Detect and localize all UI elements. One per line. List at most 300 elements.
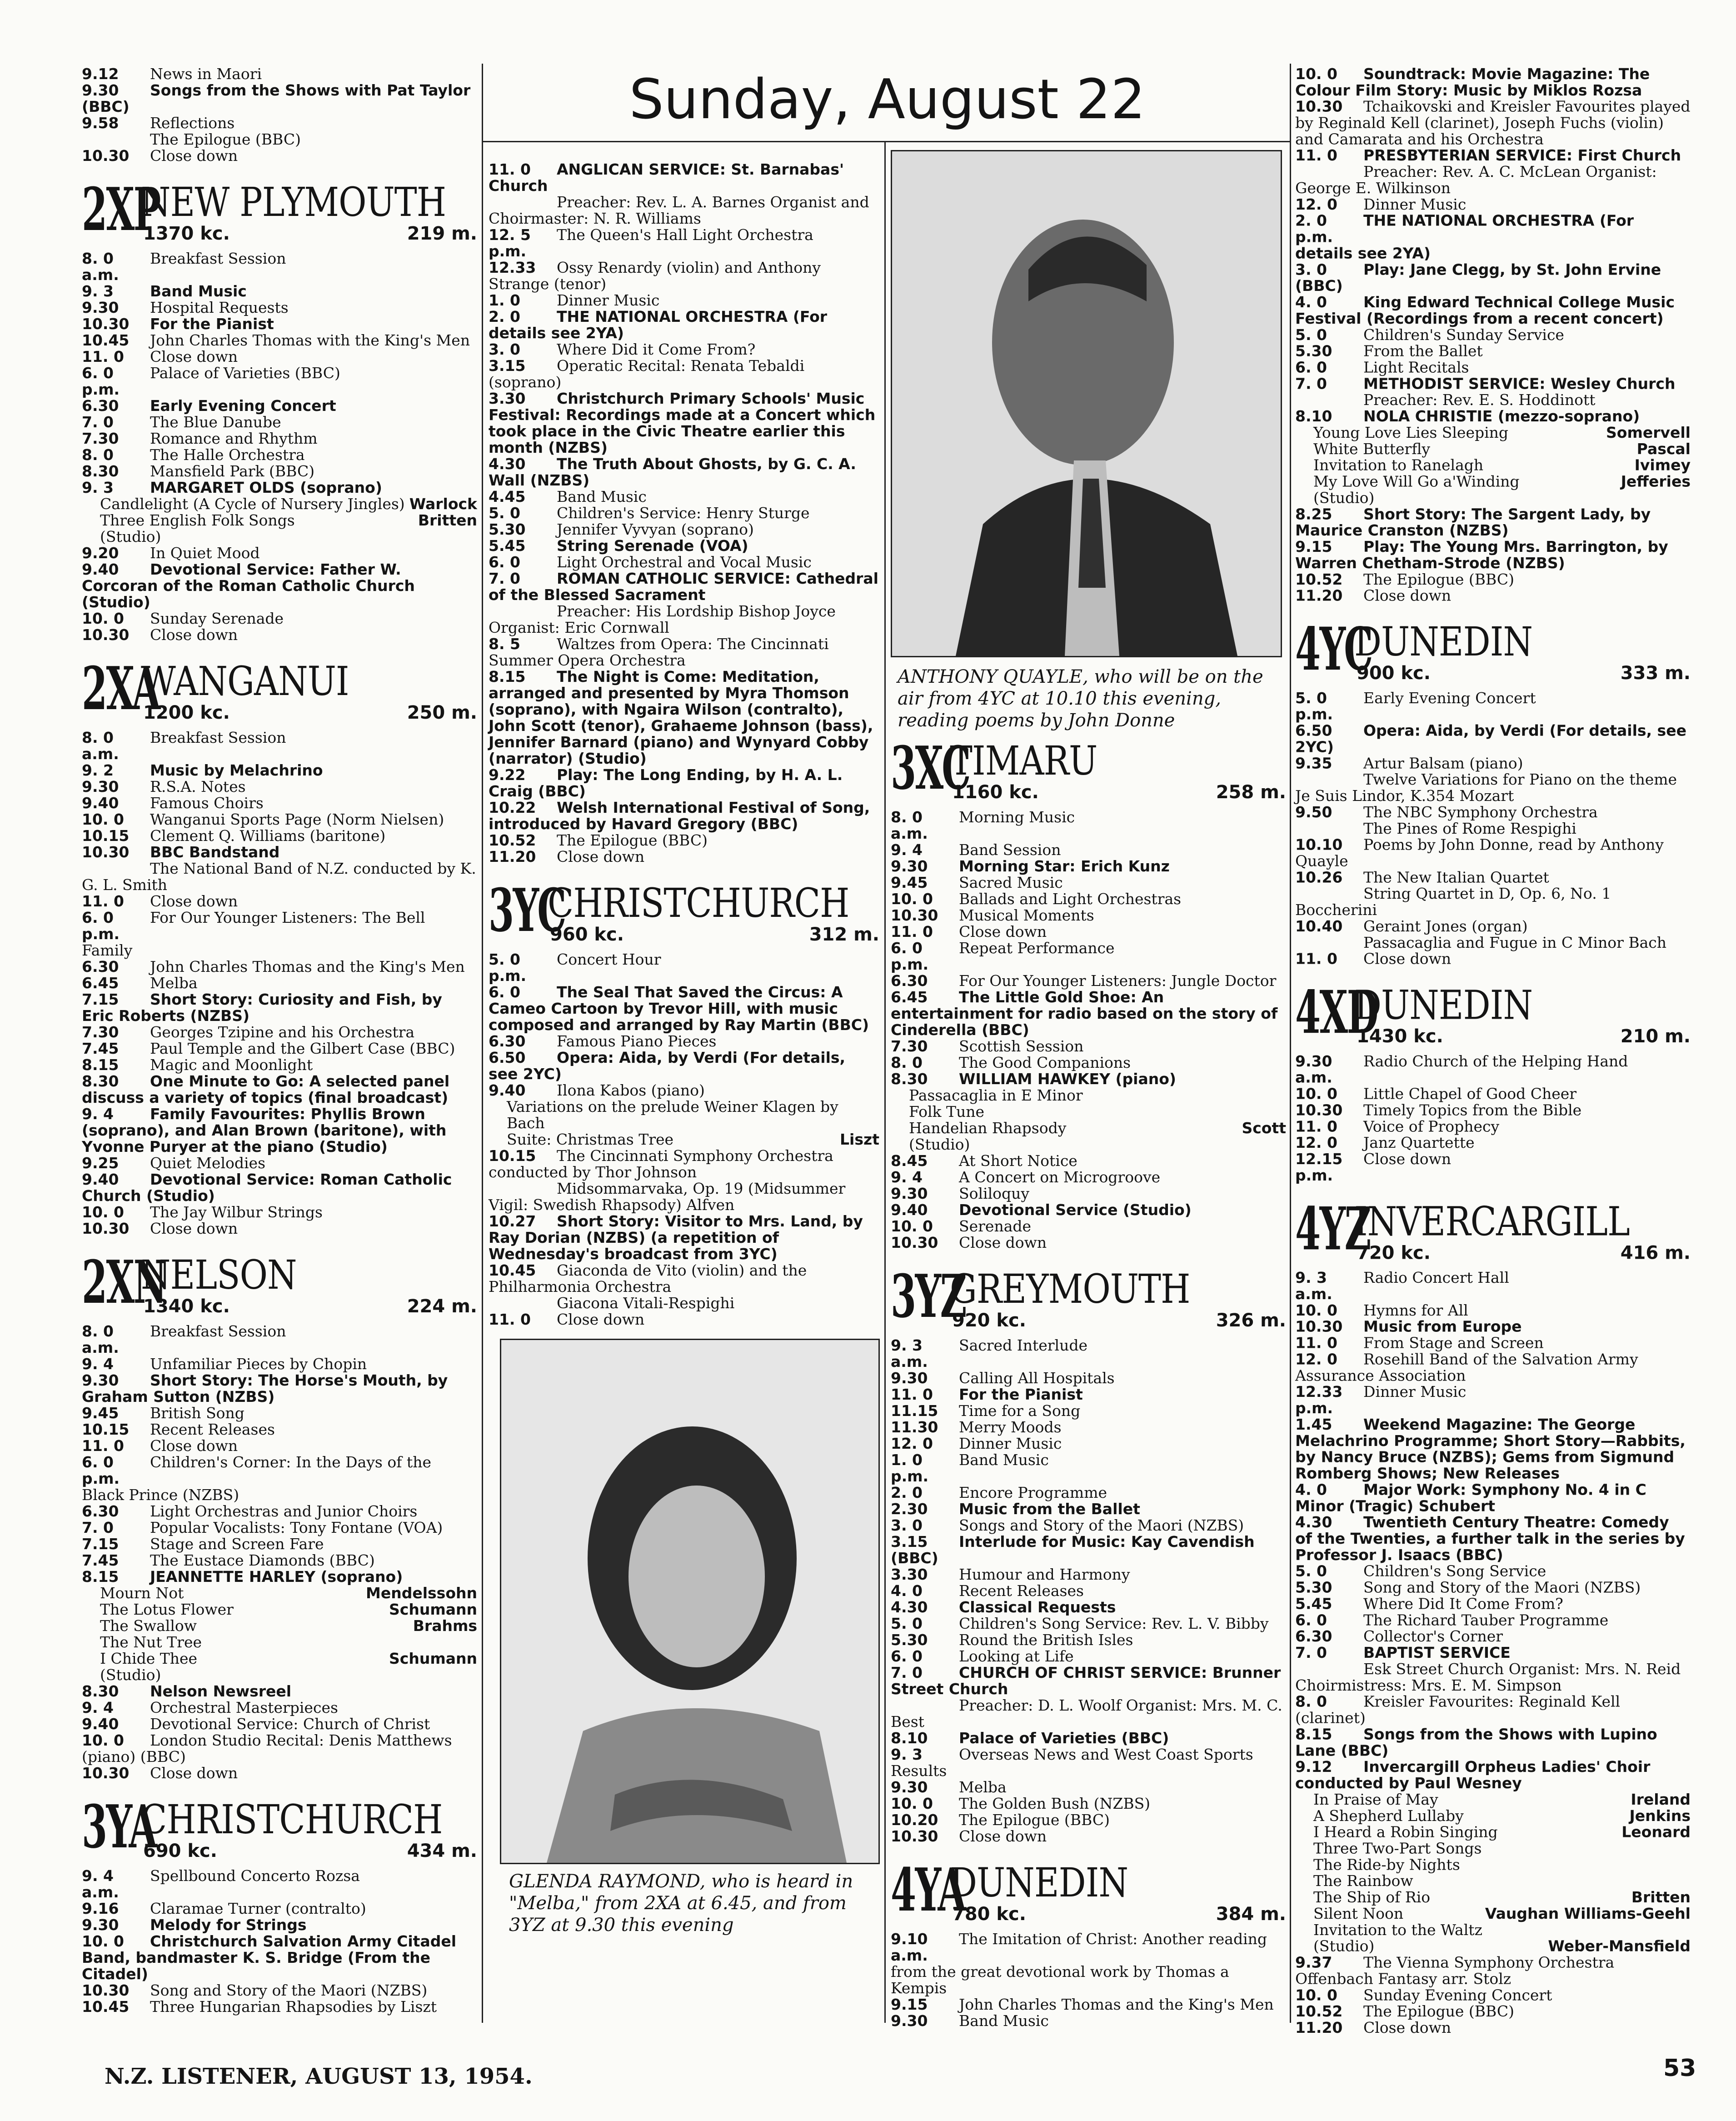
entry-title: Dinner Music: [557, 291, 660, 309]
schedule-entry: [82, 1868, 477, 1901]
schedule-entry: [82, 1204, 477, 1221]
entry-title: String Serenade (VOA): [557, 537, 748, 555]
work-item: [891, 1087, 1286, 1104]
schedule-entry: [489, 1295, 879, 1311]
work-title: The Lotus Flower: [100, 1601, 234, 1618]
schedule-entry: [1295, 327, 1691, 343]
entry-time: 10.15: [489, 1147, 536, 1165]
entry-time: 4.30: [1295, 1513, 1332, 1531]
entry-title: Music by Melachrino: [150, 761, 323, 779]
entry-title: Songs from the Shows with Pat Taylor (BBC): [82, 81, 471, 115]
schedule-entry: [82, 1520, 477, 1536]
entry-title: For Our Younger Listeners: Jungle Doctor: [959, 972, 1277, 990]
entry-title: Interlude for Music: Kay Cavendish (BBC): [891, 1533, 1255, 1567]
entry-time: 10. 0: [1295, 1301, 1337, 1319]
entry-time: 6.45: [82, 974, 119, 992]
schedule-entry: [82, 910, 477, 959]
schedule-entry: [891, 1812, 1286, 1828]
entry-time: 8. 0 a.m.: [891, 808, 928, 842]
schedule-entry: [489, 161, 879, 194]
entry-title: Close down: [150, 1437, 238, 1455]
entry-title: Where Did it Come From?: [557, 340, 756, 358]
entry-title: News in Maori: [150, 65, 262, 83]
entry-time: 6. 0: [489, 553, 520, 571]
caption-quayle: ANTHONY QUAYLE, who will be on the air from 4YC at 10.10 this evening, reading poems by John Donne: [898, 666, 1263, 731]
schedule-entry: [1295, 885, 1691, 918]
schedule-entry: [891, 1038, 1286, 1055]
entry-title: Mansfield Park (BBC): [150, 462, 315, 480]
schedule-entry: [1295, 1645, 1691, 1661]
schedule-entry: [82, 1901, 477, 1917]
entry-time: 9.15: [891, 1996, 928, 2013]
entry-title: Family Favourites: Phyllis Brown (soprano), and Alan Brown (baritone), with Yvonne Puryer at the piano (Studio): [82, 1105, 447, 1156]
entry-title: Famous Piano Pieces: [557, 1032, 717, 1050]
entry-title: Repeat Performance: [959, 939, 1115, 957]
work-composer: Warlock: [409, 495, 477, 513]
entry-title: From the Ballet: [1363, 342, 1483, 360]
entry-time: 4.30: [891, 1598, 928, 1616]
entry-time: 11.15: [891, 1402, 938, 1420]
schedule-3xc-late: [891, 1153, 1286, 1251]
entry-time: 11.20: [1295, 2019, 1343, 2036]
entry-title: The Epilogue (BBC): [1363, 570, 1514, 588]
entry-title: Reflections: [150, 114, 235, 132]
entry-title: Janz Quartette: [1363, 1134, 1475, 1152]
entry-time: 8.30: [82, 1682, 119, 1700]
schedule-entry: [489, 767, 879, 800]
station-call: 2XP: [82, 175, 160, 244]
entry-title: Close down: [150, 1764, 238, 1782]
entry-title: Sacred Music: [959, 874, 1063, 891]
work-composer: Liszt: [840, 1131, 879, 1148]
schedule-entry: [82, 1683, 477, 1700]
entry-time: 8.15: [82, 1568, 119, 1586]
schedule-entry: [82, 1765, 477, 1781]
work-item: [1295, 1906, 1691, 1922]
entry-time: 8.30: [82, 462, 119, 480]
entry-title: ANGLICAN SERVICE: St. Barnabas' Church: [489, 160, 844, 195]
work-title: Folk Tune: [909, 1103, 985, 1121]
schedule-entry: [1295, 375, 1691, 392]
schedule-entry: [489, 227, 879, 260]
work-item: [891, 1120, 1286, 1136]
schedule-entry: [1295, 1102, 1691, 1119]
entry-title: Major Work: Symphony No. 4 in C Minor (Tragic) Schubert: [1295, 1481, 1646, 1515]
station-city: DUNEDIN: [950, 1859, 1128, 1906]
entry-title: The Pines of Rome Respighi: [1363, 819, 1576, 837]
entry-title: John Charles Thomas with the King's Men: [150, 331, 470, 349]
entry-time: 9.30: [82, 1916, 119, 1934]
entry-time: 8.25: [1295, 505, 1332, 523]
work-item: [1295, 1824, 1691, 1841]
entry-title: Band Session: [959, 841, 1061, 859]
schedule-entry: [82, 1024, 477, 1040]
entry-time: 10.30: [891, 1827, 938, 1845]
work-item: [1295, 457, 1691, 474]
schedule-entry: [891, 1202, 1286, 1218]
col1-lead-list: [82, 66, 477, 164]
schedule-entry: [82, 131, 477, 148]
station-3yc: [489, 875, 879, 947]
schedule-entry: [891, 1071, 1286, 1087]
entry-title: John Charles Thomas and the King's Men: [150, 958, 465, 975]
schedule-entry: [82, 1155, 477, 1171]
work-title: I Chide Thee: [100, 1650, 198, 1667]
schedule-entry: [1295, 869, 1691, 885]
schedule-entry: [489, 849, 879, 865]
schedule-entry: [1295, 164, 1691, 196]
station-city: GREYMOUTH: [950, 1266, 1190, 1312]
work-item: [891, 1136, 1286, 1153]
station-city: TIMARU: [950, 737, 1097, 784]
entry-time: 12.33: [489, 259, 536, 276]
station-4yc: [1295, 614, 1691, 685]
work-composer: Britten: [418, 511, 477, 529]
station-frequency: 1200 kc.: [143, 702, 230, 723]
entry-title: Little Chapel of Good Cheer: [1363, 1085, 1577, 1103]
entry-time: 10.30: [82, 1981, 130, 1999]
schedule-entry: [82, 1552, 477, 1569]
schedule-entry: [82, 1421, 477, 1438]
work-item: [891, 1104, 1286, 1120]
entry-time: 9.15: [1295, 538, 1332, 556]
entry-title: WILLIAM HAWKEY (piano): [959, 1070, 1176, 1088]
entry-title: At Short Notice: [959, 1152, 1078, 1170]
entry-title: Melba: [150, 974, 198, 992]
schedule-entry: [489, 292, 879, 309]
entry-title: Wanganui Sports Page (Norm Nielsen): [150, 810, 444, 828]
entry-title: Famous Choirs: [150, 794, 264, 812]
station-wavelength: 434 m.: [407, 1841, 477, 1861]
schedule-entry: [82, 1356, 477, 1372]
entry-time: 1. 0 p.m.: [891, 1451, 929, 1485]
entry-title: Nelson Newsreel: [150, 1682, 292, 1700]
entry-title: Opera: Aida, by Verdi (For details, see 2YC): [1295, 721, 1686, 756]
entry-time: 10.22: [489, 799, 536, 816]
station-call: 3XC: [891, 733, 970, 803]
schedule-entry: [1295, 951, 1691, 967]
schedule-entry: [1295, 771, 1691, 804]
entry-time: 8. 0 a.m.: [82, 1322, 119, 1356]
work-title: Passacaglia in E Minor: [909, 1086, 1083, 1104]
schedule-entry: [1295, 588, 1691, 604]
entry-time: 7.45: [82, 1040, 119, 1057]
entry-time: 10.30: [82, 315, 130, 333]
schedule-4ya: [891, 1931, 1286, 2029]
schedule-entry: [1295, 1135, 1691, 1151]
column-rule-1: [482, 64, 483, 2023]
entry-time: 12. 0: [891, 1435, 933, 1452]
schedule-entry: [489, 260, 879, 292]
work-title: Variations on the prelude Weiner Klagen by Bach: [507, 1098, 838, 1132]
schedule-entry: [82, 82, 477, 115]
entry-time: 4. 0: [1295, 293, 1327, 311]
entry-title: Band Music: [959, 2012, 1049, 2030]
entry-time: 9.35: [1295, 754, 1332, 772]
entry-title: Songs and Story of the Maori (NZBS): [959, 1516, 1244, 1534]
entry-time: 11. 0: [1295, 1117, 1337, 1136]
station-city: WANGANUI: [141, 658, 349, 705]
entry-title: Breakfast Session: [150, 1322, 286, 1340]
schedule-entry: [489, 521, 879, 538]
entry-time: 6.30: [891, 972, 928, 990]
entry-time: 9.10 a.m.: [891, 1930, 928, 1964]
entry-title: JEANNETTE HARLEY (soprano): [150, 1568, 403, 1586]
entry-title: Early Evening Concert: [150, 397, 336, 415]
schedule-entry: [82, 762, 477, 779]
schedule-entry: [82, 1700, 477, 1716]
schedule-2xp-late: [82, 545, 477, 643]
entry-title: Serenade: [959, 1217, 1032, 1235]
work-item: [82, 1667, 477, 1683]
entry-title: Soundtrack: Movie Magazine: The Colour Film Story: Music by Miklos Rozsa: [1295, 65, 1650, 99]
entry-time: 9.30: [891, 1778, 928, 1796]
work-title: I Heard a Robin Singing: [1313, 1823, 1498, 1841]
schedule-entry: [489, 309, 879, 341]
entry-title: The Imitation of Christ: Another reading from the great devotional work by Thomas a Kempis: [891, 1930, 1267, 1997]
schedule-3yz: [891, 1337, 1286, 1845]
caption-raymond: GLENDA RAYMOND, who is heard in "Melba," from 2XA at 6.45, and from 3YZ at 9.30 this evening: [509, 1871, 853, 1936]
entry-time: 10. 0: [1295, 1986, 1337, 2004]
work-item: [1295, 1791, 1691, 1808]
schedule-entry: [489, 390, 879, 456]
entry-title: For the Pianist: [150, 315, 274, 333]
entry-title: Dinner Music: [959, 1435, 1062, 1452]
schedule-entry: [1295, 1151, 1691, 1184]
entry-title: Short Story: Visitor to Mrs. Land, by Ray Dorian (NZBS) (a repetition of Wednesday's broadcast from 3YC): [489, 1212, 863, 1263]
schedule-entry: [891, 1665, 1286, 1697]
entry-time: 7. 0: [489, 570, 520, 587]
entry-time: 10.45: [82, 1998, 130, 2016]
schedule-entry: [489, 1181, 879, 1213]
schedule-entry: [1295, 1319, 1691, 1335]
schedule-entry: [489, 1082, 879, 1099]
station-city: DUNEDIN: [1354, 981, 1533, 1029]
schedule-entry: [82, 959, 477, 975]
entry-title: Dinner Music: [1363, 1383, 1467, 1401]
entry-time: 6.30: [82, 1502, 119, 1520]
schedule-entry: [1295, 1563, 1691, 1580]
schedule-entry: [489, 1311, 879, 1328]
entry-title: Close down: [959, 1234, 1047, 1251]
entry-time: 5. 0: [489, 504, 520, 522]
entry-title: Recent Releases: [150, 1421, 275, 1438]
entry-time: 6. 0: [891, 1647, 923, 1665]
entry-title: R.S.A. Notes: [150, 778, 246, 795]
schedule-entry: [891, 2013, 1286, 2029]
entry-time: 7. 0: [82, 1519, 114, 1536]
entry-time: 8.15: [489, 668, 526, 685]
entry-title: Music from Europe: [1363, 1317, 1522, 1336]
entry-title: Opera: Aida, by Verdi (For details, see 2YC): [489, 1049, 846, 1083]
schedule-4ya-late: [1295, 506, 1691, 604]
schedule-entry: [891, 1517, 1286, 1534]
entry-title: The Queen's Hall Light Orchestra: [557, 226, 813, 244]
entry-title: Close down: [150, 147, 238, 165]
entry-time: 12. 5 p.m.: [489, 226, 531, 260]
entry-time: 8.10: [1295, 407, 1332, 425]
schedule-entry: [82, 860, 477, 893]
entry-time: 9.30: [82, 299, 119, 316]
entry-title: Clement Q. Williams (baritone): [150, 827, 386, 845]
schedule-entry: [489, 505, 879, 521]
schedule-entry: [891, 1235, 1286, 1251]
work-composer: Jenkins: [1629, 1806, 1691, 1825]
schedule-entry: [82, 1982, 477, 1999]
entry-time: 10.30: [82, 626, 130, 644]
entry-title: The Cincinnati Symphony Orchestra conducted by Thor Johnson: [489, 1147, 833, 1181]
entry-title: The NBC Symphony Orchestra: [1363, 803, 1598, 821]
schedule-entry: [82, 779, 477, 795]
schedule-entry: [1295, 1302, 1691, 1319]
photo-anthony-quayle: [891, 150, 1282, 657]
work-item: [1295, 441, 1691, 457]
entry-time: 7. 0: [82, 413, 114, 431]
entry-title: Quiet Melodies: [150, 1154, 266, 1172]
entry-title: The Good Companions: [959, 1054, 1131, 1071]
schedule-entry: [489, 358, 879, 390]
entry-title: Esk Street Church Organist: Mrs. N. Reid Choirmistress: Mrs. E. M. Simpson: [1295, 1660, 1681, 1694]
entry-title: Operatic Recital: Renata Tebaldi (soprano): [489, 357, 805, 391]
work-title: The Nut Tree: [100, 1633, 202, 1651]
entry-title: Ilona Kabos (piano): [557, 1081, 705, 1099]
work-item: [1295, 490, 1691, 506]
schedule-4xd: [1295, 1053, 1691, 1184]
entry-title: Artur Balsam (piano): [1363, 754, 1523, 772]
station-wavelength: 333 m.: [1620, 663, 1691, 684]
schedule-entry: [1295, 1514, 1691, 1563]
station-2xp: [82, 175, 477, 246]
work-item: [82, 529, 477, 545]
entry-time: 9. 3: [82, 479, 114, 496]
work-title: Suite: Christmas Tree: [507, 1131, 674, 1148]
entry-title: Close down: [557, 848, 645, 865]
entry-title: Short Story: The Horse's Mouth, by Graham Sutton (NZBS): [82, 1371, 448, 1406]
schedule-entry: [1295, 392, 1691, 408]
entry-time: 9.22: [489, 766, 526, 784]
entry-time: 9.45: [891, 874, 928, 891]
schedule-4yz-songs: [1295, 1791, 1691, 1955]
schedule-entry: [82, 627, 477, 643]
entry-time: 3. 0: [489, 340, 520, 358]
station-frequency: 1160 kc.: [952, 782, 1039, 803]
entry-time: 10.27: [489, 1212, 536, 1230]
entry-title: The Eustace Diamonds (BBC): [150, 1551, 375, 1569]
entry-time: 10. 0: [891, 1795, 933, 1812]
schedule-entry: [891, 1534, 1286, 1566]
entry-time: 3.15: [489, 357, 526, 375]
entry-title: THE NATIONAL ORCHESTRA (For details see 2YA): [489, 308, 828, 342]
entry-title: BBC Bandstand: [150, 843, 280, 861]
station-3ya: [82, 1792, 477, 1863]
schedule-entry: [1295, 1580, 1691, 1596]
entry-title: Twelve Variations for Piano on the theme Je Suis Lindor, K.354 Mozart: [1295, 770, 1677, 805]
column-rule-2: [1290, 64, 1291, 2023]
entry-title: Preacher: D. L. Woolf Organist: Mrs. M. C. Best: [891, 1696, 1282, 1731]
station-city: INVERCARGILL: [1354, 1198, 1630, 1245]
entry-title: Song and Story of the Maori (NZBS): [150, 1981, 428, 1999]
schedule-entry: [82, 300, 477, 316]
station-frequency: 1370 kc.: [143, 223, 230, 244]
entry-title: PRESBYTERIAN SERVICE: First Church: [1363, 146, 1681, 165]
entry-time: 8.15: [82, 1056, 119, 1074]
entry-time: 11. 0: [1295, 950, 1337, 968]
schedule-entry: [891, 1436, 1286, 1452]
work-item: [82, 1651, 477, 1667]
schedule-entry: [891, 973, 1286, 989]
work-title: Silent Noon: [1313, 1905, 1404, 1922]
entry-title: Concert Hour: [557, 950, 661, 968]
entry-title: Band Music: [150, 282, 247, 300]
entry-title: Radio Church of the Helping Hand: [1363, 1052, 1628, 1070]
entry-title: Musical Moments: [959, 906, 1094, 924]
entry-title: Encore Programme: [959, 1484, 1107, 1501]
column-1: [82, 66, 477, 2015]
schedule-entry: [1295, 935, 1691, 951]
schedule-entry: [891, 1632, 1286, 1648]
entry-time: 10.30: [82, 1764, 130, 1782]
work-title: Invitation to Ranelagh: [1313, 456, 1484, 474]
schedule-entry: [82, 844, 477, 860]
entry-title: The Seal That Saved the Circus: A Cameo Cartoon by Trevor Hill, with music composed and arranged by Ray Martin (BBC): [489, 983, 869, 1034]
entry-title: Giaconda de Vito (violin) and the Philharmonia Orchestra: [489, 1261, 807, 1296]
entry-title: BAPTIST SERVICE: [1363, 1644, 1511, 1662]
work-composer: Vaughan Williams-Geehl: [1485, 1905, 1691, 1922]
entry-title: Play: Jane Clegg, by St. John Ervine (BBC): [1295, 260, 1661, 295]
schedule-entry: [82, 1171, 477, 1204]
schedule-entry: [1295, 571, 1691, 588]
entry-title: Short Story: The Sargent Lady, by Maurice Cranston (NZBS): [1295, 505, 1651, 540]
schedule-entry: [1295, 1759, 1691, 1791]
entry-title: Close down: [150, 348, 238, 365]
entry-title: NOLA CHRISTIE (mezzo-soprano): [1363, 407, 1640, 425]
station-city: NEW PLYMOUTH: [141, 179, 446, 225]
entry-time: 11. 0: [1295, 1334, 1337, 1352]
column-4: [1295, 66, 1691, 2036]
station-city: NELSON: [141, 1251, 297, 1298]
entry-title: Devotional Service (Studio): [959, 1201, 1192, 1219]
schedule-entry: [82, 430, 477, 447]
entry-time: 11. 0: [489, 1311, 531, 1328]
entry-time: 9. 4: [82, 1355, 114, 1373]
station-wavelength: 210 m.: [1620, 1026, 1691, 1047]
schedule-entry: [891, 1218, 1286, 1235]
entry-time: 11. 0: [891, 923, 933, 940]
schedule-entry: [891, 1403, 1286, 1419]
entry-time: 10.30: [1295, 1317, 1343, 1336]
schedule-entry: [1295, 99, 1691, 148]
schedule-4yz-late: [1295, 1955, 1691, 2036]
entry-title: Melba: [959, 1778, 1007, 1796]
entry-time: 1. 0: [489, 291, 520, 309]
entry-time: 7. 0: [891, 1664, 923, 1681]
entry-title: Close down: [1363, 2019, 1452, 2036]
inner-rule: [884, 142, 886, 2023]
work-composer: Ireland: [1631, 1790, 1691, 1808]
schedule-entry: [82, 365, 477, 398]
schedule-entry: [891, 1370, 1286, 1386]
schedule-entry: [891, 1566, 1286, 1583]
entry-title: Light Orchestras and Junior Choirs: [150, 1502, 418, 1520]
entry-time: 1.45: [1295, 1416, 1332, 1433]
schedule-entry: [891, 1452, 1286, 1485]
schedule-entry: [82, 1503, 477, 1520]
schedule-entry: [891, 1386, 1286, 1403]
schedule-entry: [82, 447, 477, 463]
schedule-3yc-works: [489, 1099, 879, 1148]
station-wavelength: 250 m.: [407, 702, 477, 723]
column-2: [489, 161, 879, 1328]
